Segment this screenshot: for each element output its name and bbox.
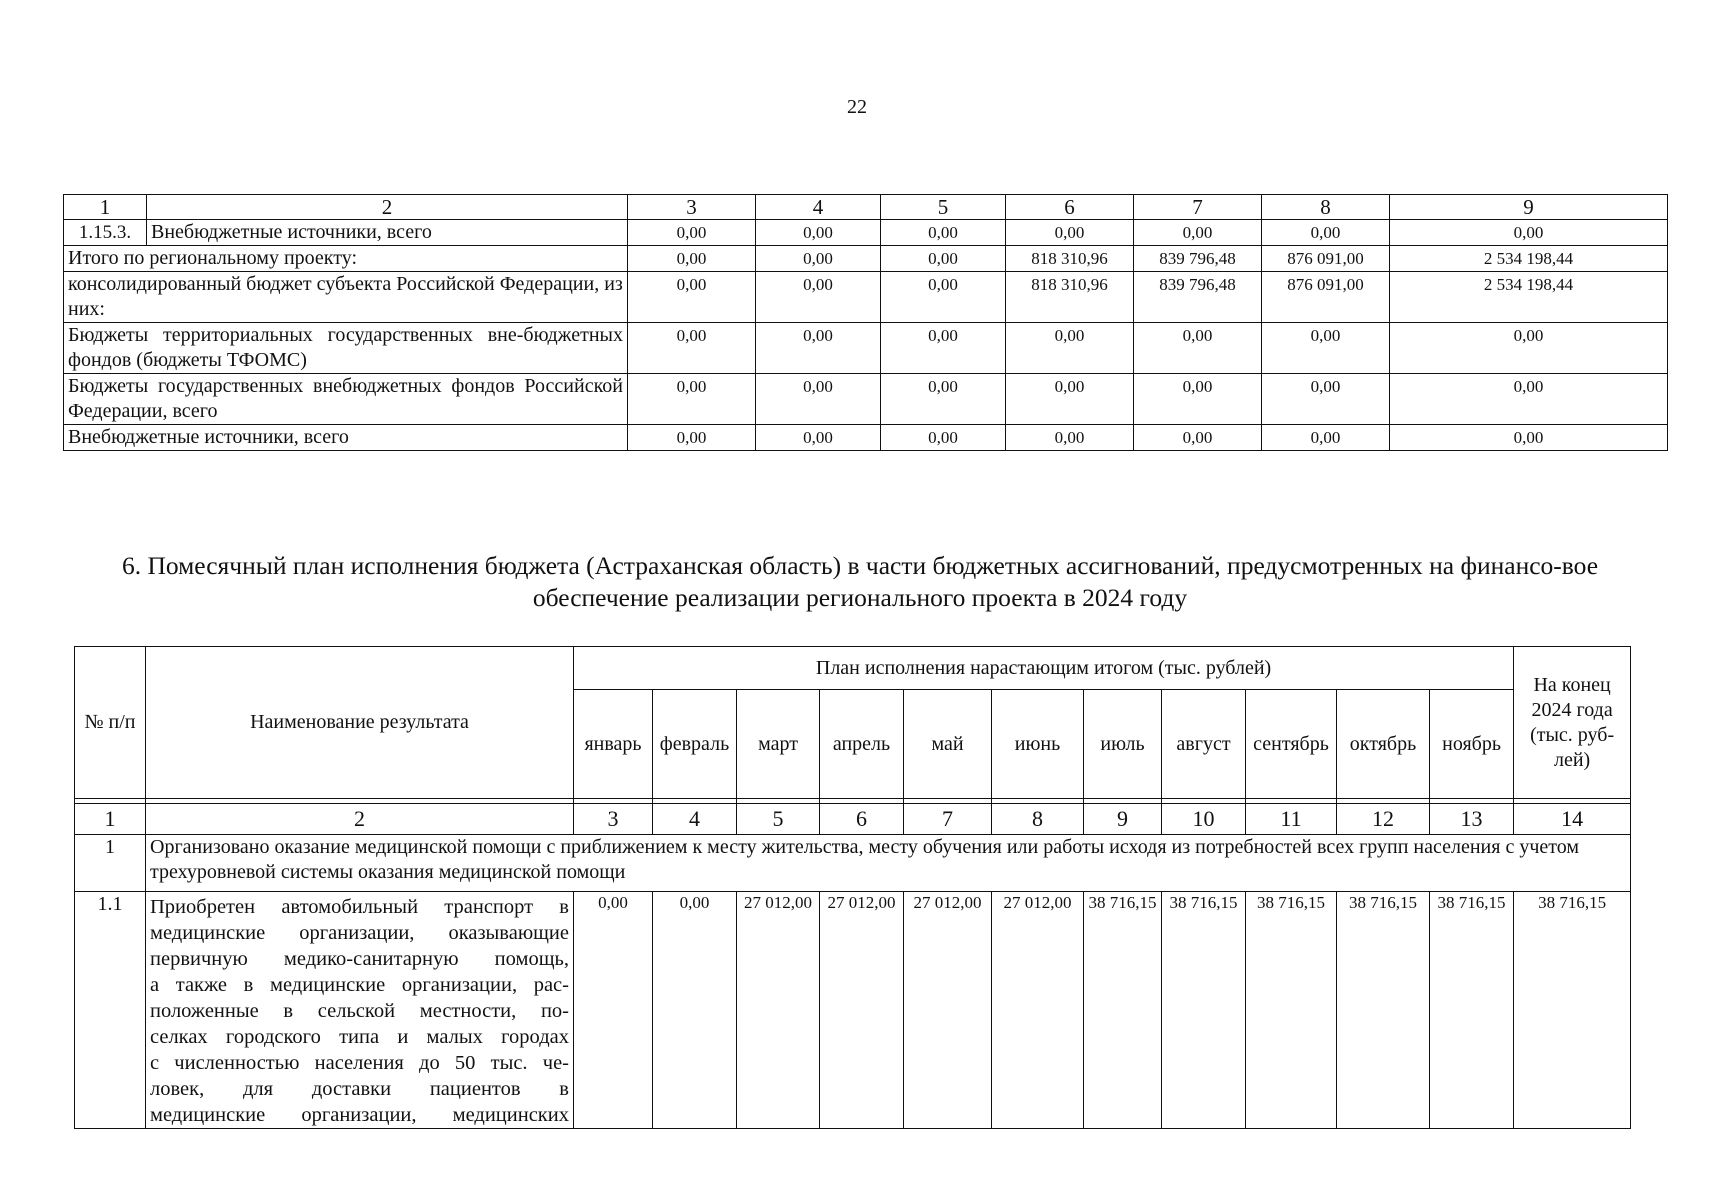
table1-header-cell: 1 xyxy=(64,195,147,220)
value-cell: 27 012,00 xyxy=(737,892,820,1129)
table1-header-cell: 9 xyxy=(1390,195,1668,220)
month-header: сентябрь xyxy=(1246,690,1337,799)
value-cell: 0,00 xyxy=(1006,425,1134,451)
result-index: 1 xyxy=(75,835,146,892)
column-number: 1 xyxy=(75,804,146,835)
column-number: 10 xyxy=(1162,804,1246,835)
description-line: ловек, для доставки пациентов в xyxy=(150,1078,569,1100)
value-cell: 0,00 xyxy=(1134,374,1262,425)
value-cell: 0,00 xyxy=(756,425,881,451)
row-code: 1.15.3. xyxy=(64,220,147,246)
value-cell: 27 012,00 xyxy=(904,892,992,1129)
value-cell: 0,00 xyxy=(756,272,881,323)
value-cell: 27 012,00 xyxy=(820,892,904,1129)
description-line: селках городского типа и малых городах xyxy=(150,1026,569,1048)
column-number: 8 xyxy=(992,804,1084,835)
value-cell: 0,00 xyxy=(1006,374,1134,425)
month-header: май xyxy=(904,690,992,799)
row-label: Бюджеты территориальных государственных вне-бюджетных фондов (бюджеты ТФОМС) xyxy=(64,323,628,374)
value-cell: 38 716,15 xyxy=(1246,892,1337,1129)
column-number: 3 xyxy=(574,804,653,835)
column-number-row xyxy=(75,804,1631,835)
month-header: август xyxy=(1162,690,1246,799)
value-cell: 0,00 xyxy=(1390,323,1668,374)
column-number: 5 xyxy=(737,804,820,835)
row-label: Бюджеты государственных внебюджетных фондов Российской Федерации, всего xyxy=(64,374,628,425)
value-cell: 839 796,48 xyxy=(1134,272,1262,323)
month-header: июль xyxy=(1084,690,1162,799)
month-header: апрель xyxy=(820,690,904,799)
value-cell: 0,00 xyxy=(881,425,1006,451)
column-number: 12 xyxy=(1337,804,1430,835)
description-line: первичную медико-санитарную помощь, xyxy=(150,948,569,970)
result-text: Организовано оказание медицинской помощи с приближением к месту жительства, месту обучения или работы исходя из потребностей всех групп населения с учетом трехуровневой системы оказания медицинской помощи xyxy=(146,835,1631,892)
value-cell: 0,00 xyxy=(1006,220,1134,246)
page-number: 22 xyxy=(847,96,867,118)
value-cell: 0,00 xyxy=(1006,323,1134,374)
col-number-header: № п/п xyxy=(75,647,146,799)
row-label: Внебюджетные источники, всего xyxy=(147,220,628,246)
month-header: февраль xyxy=(653,690,737,799)
value-cell: 38 716,15 xyxy=(1430,892,1514,1129)
value-cell: 38 716,15 xyxy=(1084,892,1162,1129)
row-label: Итого по региональному проекту: xyxy=(64,246,628,272)
row-label: консолидированный бюджет субъекта Российской Федерации, из них: xyxy=(64,272,628,323)
month-header: июнь xyxy=(992,690,1084,799)
value-cell: 27 012,00 xyxy=(992,892,1084,1129)
column-number: 13 xyxy=(1430,804,1514,835)
description-line: положенные в сельской местности, по- xyxy=(150,1000,569,1022)
value-cell: 0,00 xyxy=(756,374,881,425)
value-cell: 0,00 xyxy=(574,892,653,1129)
table1-header-cell: 6 xyxy=(1006,195,1134,220)
value-cell: 818 310,96 xyxy=(1006,246,1134,272)
table1-header-cell: 2 xyxy=(147,195,628,220)
year-end-header: На конец 2024 года (тыс. руб-лей) xyxy=(1514,647,1631,799)
value-cell: 0,00 xyxy=(1262,374,1390,425)
description-line: с численностью населения до 50 тыс. че- xyxy=(150,1052,569,1074)
table-row xyxy=(64,246,1668,272)
value-cell: 0,00 xyxy=(1262,220,1390,246)
column-number: 14 xyxy=(1514,804,1631,835)
table1-header-cell: 7 xyxy=(1134,195,1262,220)
table1-header-cell: 5 xyxy=(881,195,1006,220)
table-row xyxy=(64,220,1668,246)
month-header: октябрь xyxy=(1337,690,1430,799)
column-number: 9 xyxy=(1084,804,1162,835)
value-cell: 0,00 xyxy=(628,323,756,374)
value-cell: 0,00 xyxy=(653,892,737,1129)
column-number: 4 xyxy=(653,804,737,835)
value-cell: 0,00 xyxy=(756,246,881,272)
value-cell: 0,00 xyxy=(1262,323,1390,374)
value-cell: 0,00 xyxy=(881,246,1006,272)
col-name-header: Наименование результата xyxy=(146,647,574,799)
table-row xyxy=(75,892,1631,1129)
value-cell: 0,00 xyxy=(881,323,1006,374)
value-cell: 0,00 xyxy=(756,323,881,374)
row-index: 1.1 xyxy=(75,892,146,1129)
value-cell: 818 310,96 xyxy=(1006,272,1134,323)
value-cell: 0,00 xyxy=(1262,425,1390,451)
value-cell: 2 534 198,44 xyxy=(1390,246,1668,272)
value-cell: 839 796,48 xyxy=(1134,246,1262,272)
column-number: 6 xyxy=(820,804,904,835)
table-row xyxy=(64,272,1668,323)
description-line: а также в медицинские организации, рас- xyxy=(150,974,569,996)
value-cell: 38 716,15 xyxy=(1337,892,1430,1129)
column-number: 7 xyxy=(904,804,992,835)
value-cell: 0,00 xyxy=(1390,374,1668,425)
value-cell: 0,00 xyxy=(1390,425,1668,451)
value-cell: 0,00 xyxy=(1134,425,1262,451)
value-cell: 0,00 xyxy=(881,374,1006,425)
table1-header-cell: 4 xyxy=(756,195,881,220)
table2-header-row xyxy=(75,647,1631,690)
value-cell: 876 091,00 xyxy=(1262,272,1390,323)
description-line: Приобретен автомобильный транспорт в xyxy=(150,896,569,918)
month-header: ноябрь xyxy=(1430,690,1514,799)
plan-header: План исполнения нарастающим итогом (тыс. рублей) xyxy=(574,647,1514,690)
row-description xyxy=(146,892,574,1129)
value-cell: 0,00 xyxy=(628,272,756,323)
regional-budget-summary-table xyxy=(63,194,1668,451)
month-header: январь xyxy=(574,690,653,799)
description-line: медицинские организации, оказывающие xyxy=(150,922,569,944)
value-cell: 0,00 xyxy=(756,220,881,246)
table1-header-cell: 8 xyxy=(1262,195,1390,220)
value-cell: 38 716,15 xyxy=(1162,892,1246,1129)
section-title: 6. Помесячный план исполнения бюджета (Астраханская область) в части бюджетных ассигнований, предусмотренных на финансо-вое обеспечение реализации регионального проекта в 2024 году xyxy=(121,551,1599,612)
value-cell: 0,00 xyxy=(1390,220,1668,246)
value-cell: 0,00 xyxy=(1134,220,1262,246)
row-label: Внебюджетные источники, всего xyxy=(64,425,628,451)
table-row xyxy=(64,425,1668,451)
table-row xyxy=(64,374,1668,425)
table-row xyxy=(64,323,1668,374)
value-cell: 2 534 198,44 xyxy=(1390,272,1668,323)
column-number: 2 xyxy=(146,804,574,835)
value-cell: 876 091,00 xyxy=(1262,246,1390,272)
value-cell: 0,00 xyxy=(628,220,756,246)
value-cell: 38 716,15 xyxy=(1514,892,1631,1129)
description-line: медицинские организации, медицинских xyxy=(150,1104,569,1126)
table1-header-cell: 3 xyxy=(628,195,756,220)
value-cell: 0,00 xyxy=(881,220,1006,246)
value-cell: 0,00 xyxy=(881,272,1006,323)
value-cell: 0,00 xyxy=(628,425,756,451)
value-cell: 0,00 xyxy=(1134,323,1262,374)
column-number: 11 xyxy=(1246,804,1337,835)
value-cell: 0,00 xyxy=(628,246,756,272)
table1-header-row xyxy=(64,195,1668,220)
month-header: март xyxy=(737,690,820,799)
value-cell: 0,00 xyxy=(628,374,756,425)
monthly-budget-plan-table xyxy=(74,646,1631,1129)
result-row xyxy=(75,835,1631,892)
